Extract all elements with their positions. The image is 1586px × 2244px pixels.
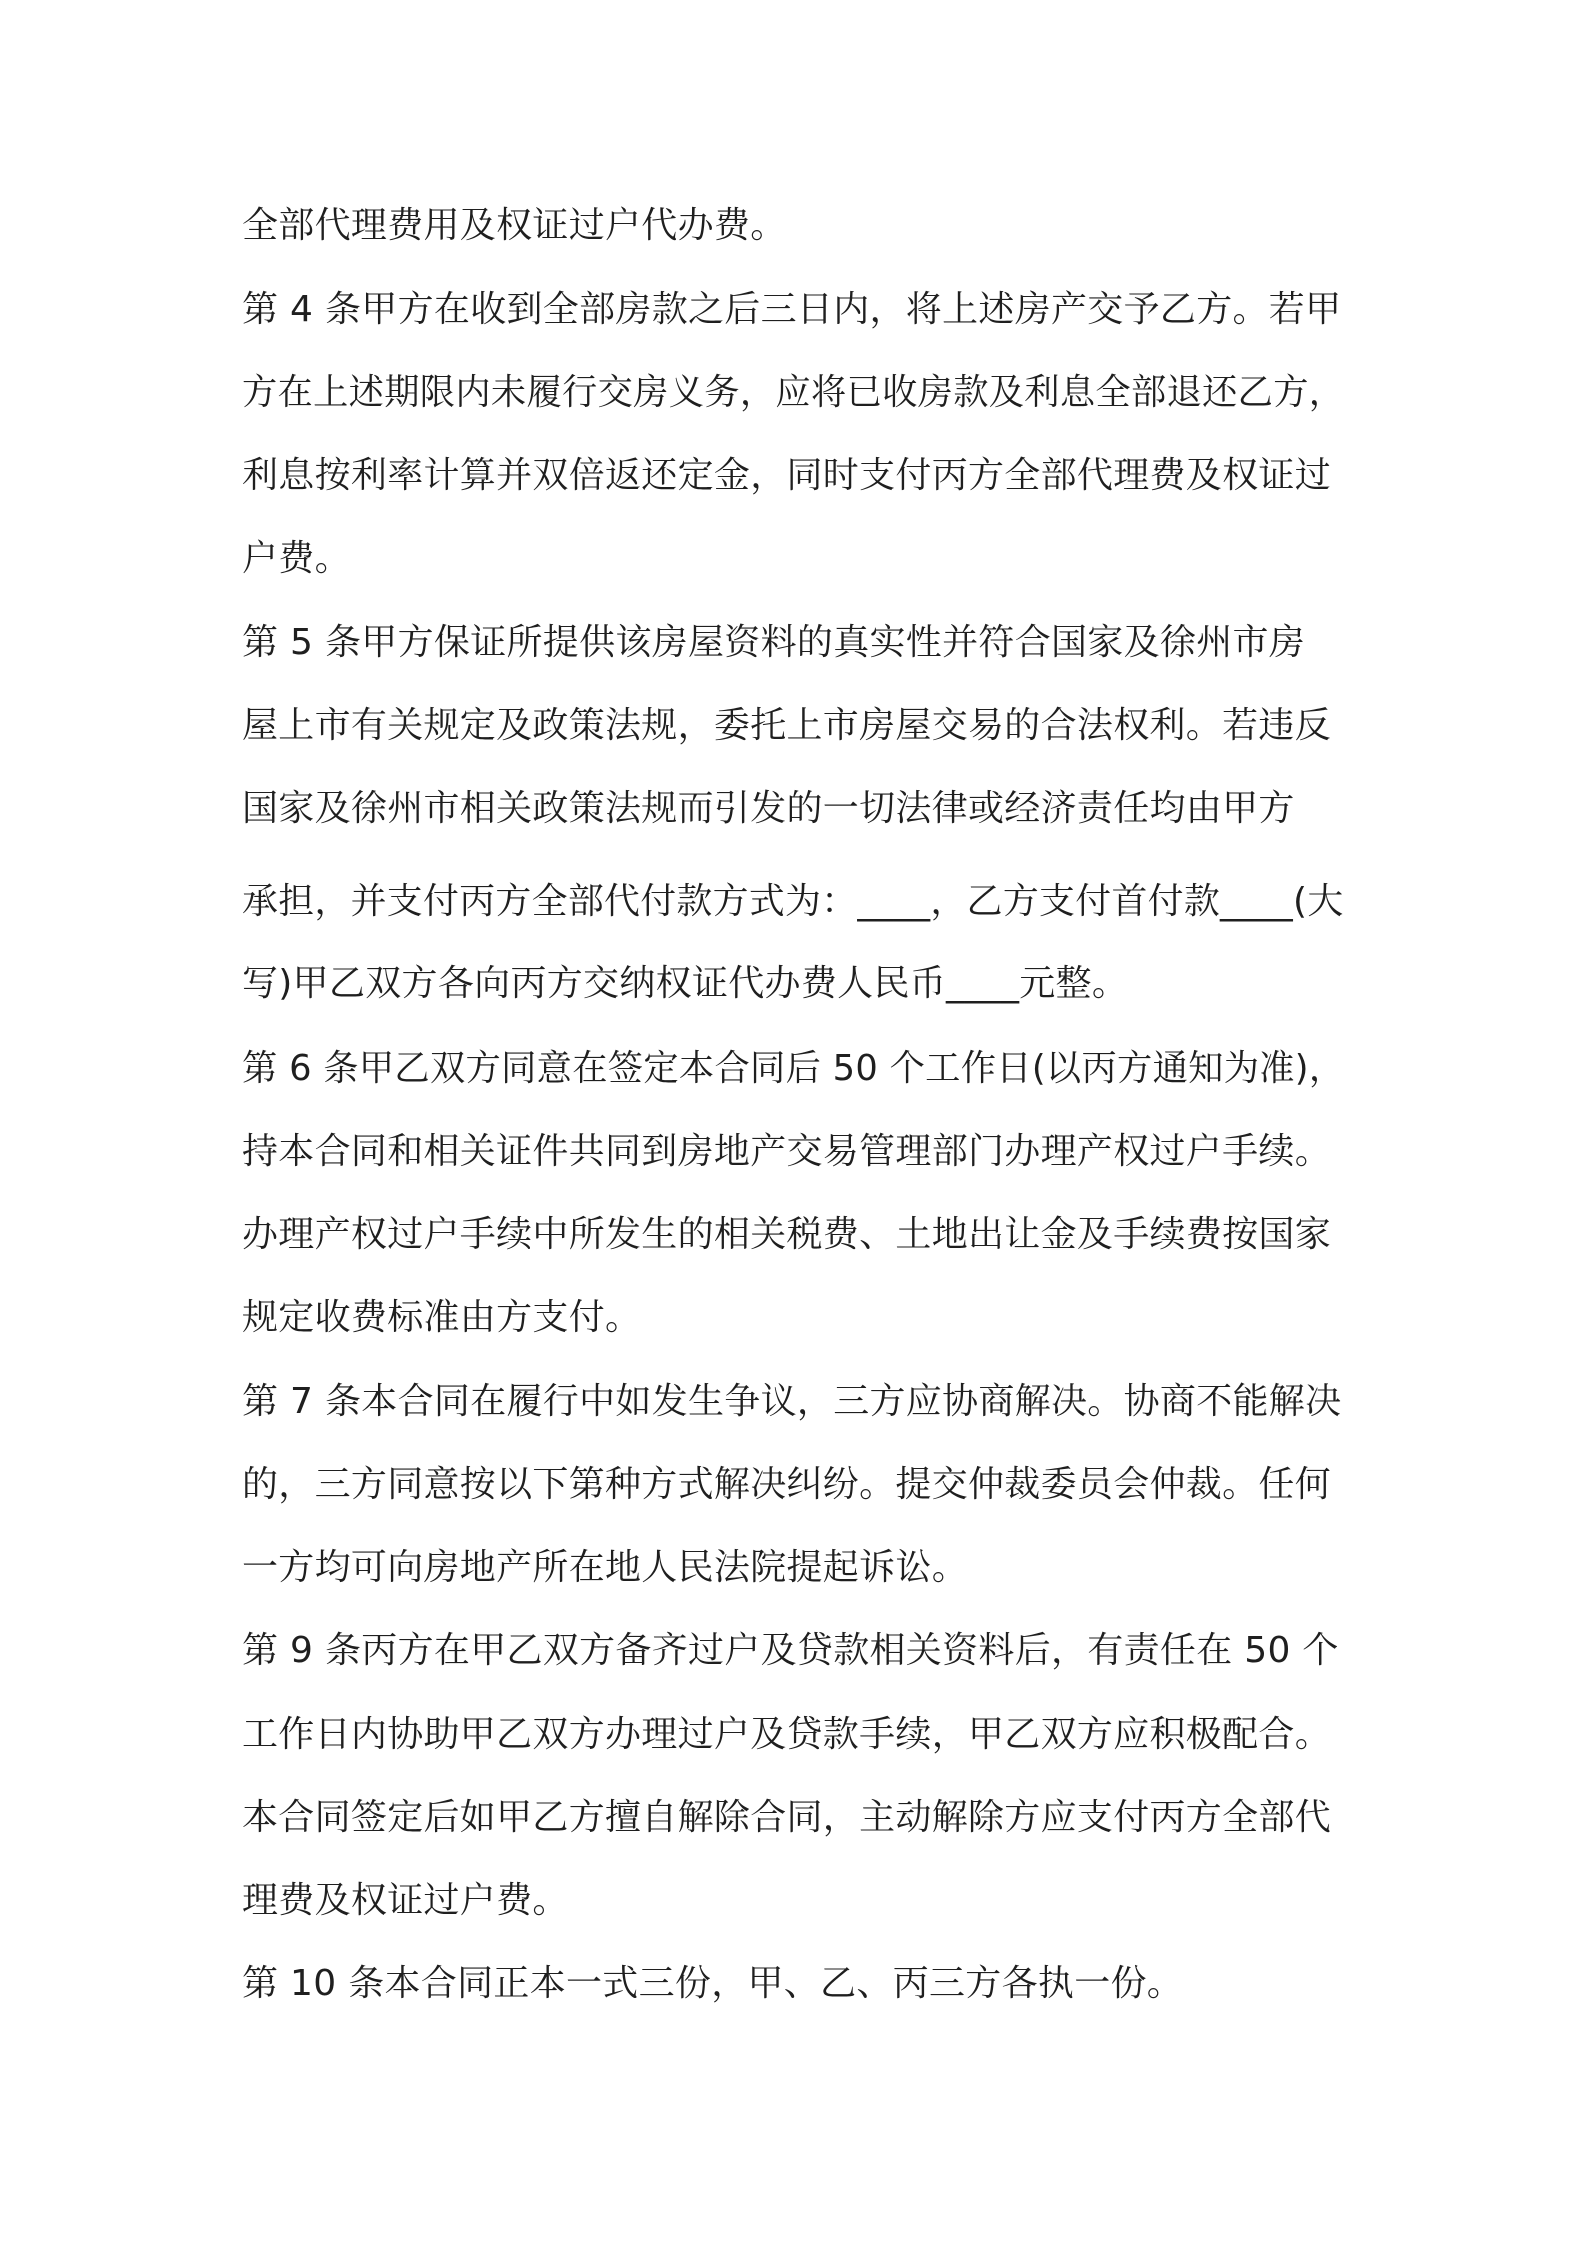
text-line: 本合同签定后如甲乙方擅自解除合同，主动解除方应支付丙方全部代 bbox=[242, 1797, 1332, 1838]
text-line: 写)甲乙双方各向丙方交纳权证代办费人民币____元整。 bbox=[242, 963, 1129, 1004]
text-line: 第 5 条甲方保证所提供该房屋资料的真实性并符合国家及徐州市房 bbox=[242, 622, 1306, 663]
text-line: 第 6 条甲乙双方同意在签定本合同后 50 个工作日(以丙方通知为准)， bbox=[242, 1048, 1345, 1089]
text-line: 办理产权过户手续中所发生的相关税费、土地出让金及手续费按国家 bbox=[242, 1214, 1332, 1255]
text-line: 工作日内协助甲乙双方办理过户及贷款手续，甲乙双方应积极配合。 bbox=[242, 1714, 1332, 1755]
text-line: 一方均可向房地产所在地人民法院提起诉讼。 bbox=[242, 1547, 969, 1588]
text-line: 的，三方同意按以下第种方式解决纠纷。提交仲裁委员会仲裁。任何 bbox=[242, 1464, 1332, 1505]
text-line: 屋上市有关规定及政策法规，委托上市房屋交易的合法权利。若违反 bbox=[242, 705, 1332, 746]
text-line: 利息按利率计算并双倍返还定金，同时支付丙方全部代理费及权证过 bbox=[242, 455, 1332, 496]
text-line: 国家及徐州市相关政策法规而引发的一切法律或经济责任均由甲方 bbox=[242, 788, 1295, 829]
text-line: 户费。 bbox=[242, 538, 351, 579]
text-line: 第 7 条本合同在履行中如发生争议，三方应协商解决。协商不能解决 bbox=[242, 1381, 1342, 1422]
text-line: 第 10 条本合同正本一式三份，甲、乙、丙三方各执一份。 bbox=[242, 1963, 1184, 2004]
text-line: 理费及权证过户费。 bbox=[242, 1880, 569, 1921]
text-line: 第 4 条甲方在收到全部房款之后三日内，将上述房产交予乙方。若甲 bbox=[242, 289, 1342, 330]
text-line: 方在上述期限内未履行交房义务，应将已收房款及利息全部退还乙方， bbox=[242, 372, 1345, 413]
text-line: 规定收费标准由方支付。 bbox=[242, 1297, 642, 1338]
text-line: 持本合同和相关证件共同到房地产交易管理部门办理产权过户手续。 bbox=[242, 1131, 1332, 1172]
text-line: 承担，并支付丙方全部代付款方式为：____，乙方支付首付款____(大 bbox=[242, 881, 1344, 922]
text-line: 第 9 条丙方在甲乙双方备齐过户及贷款相关资料后，有责任在 50 个 bbox=[242, 1630, 1339, 1671]
text-line: 全部代理费用及权证过户代办费。 bbox=[242, 205, 787, 246]
